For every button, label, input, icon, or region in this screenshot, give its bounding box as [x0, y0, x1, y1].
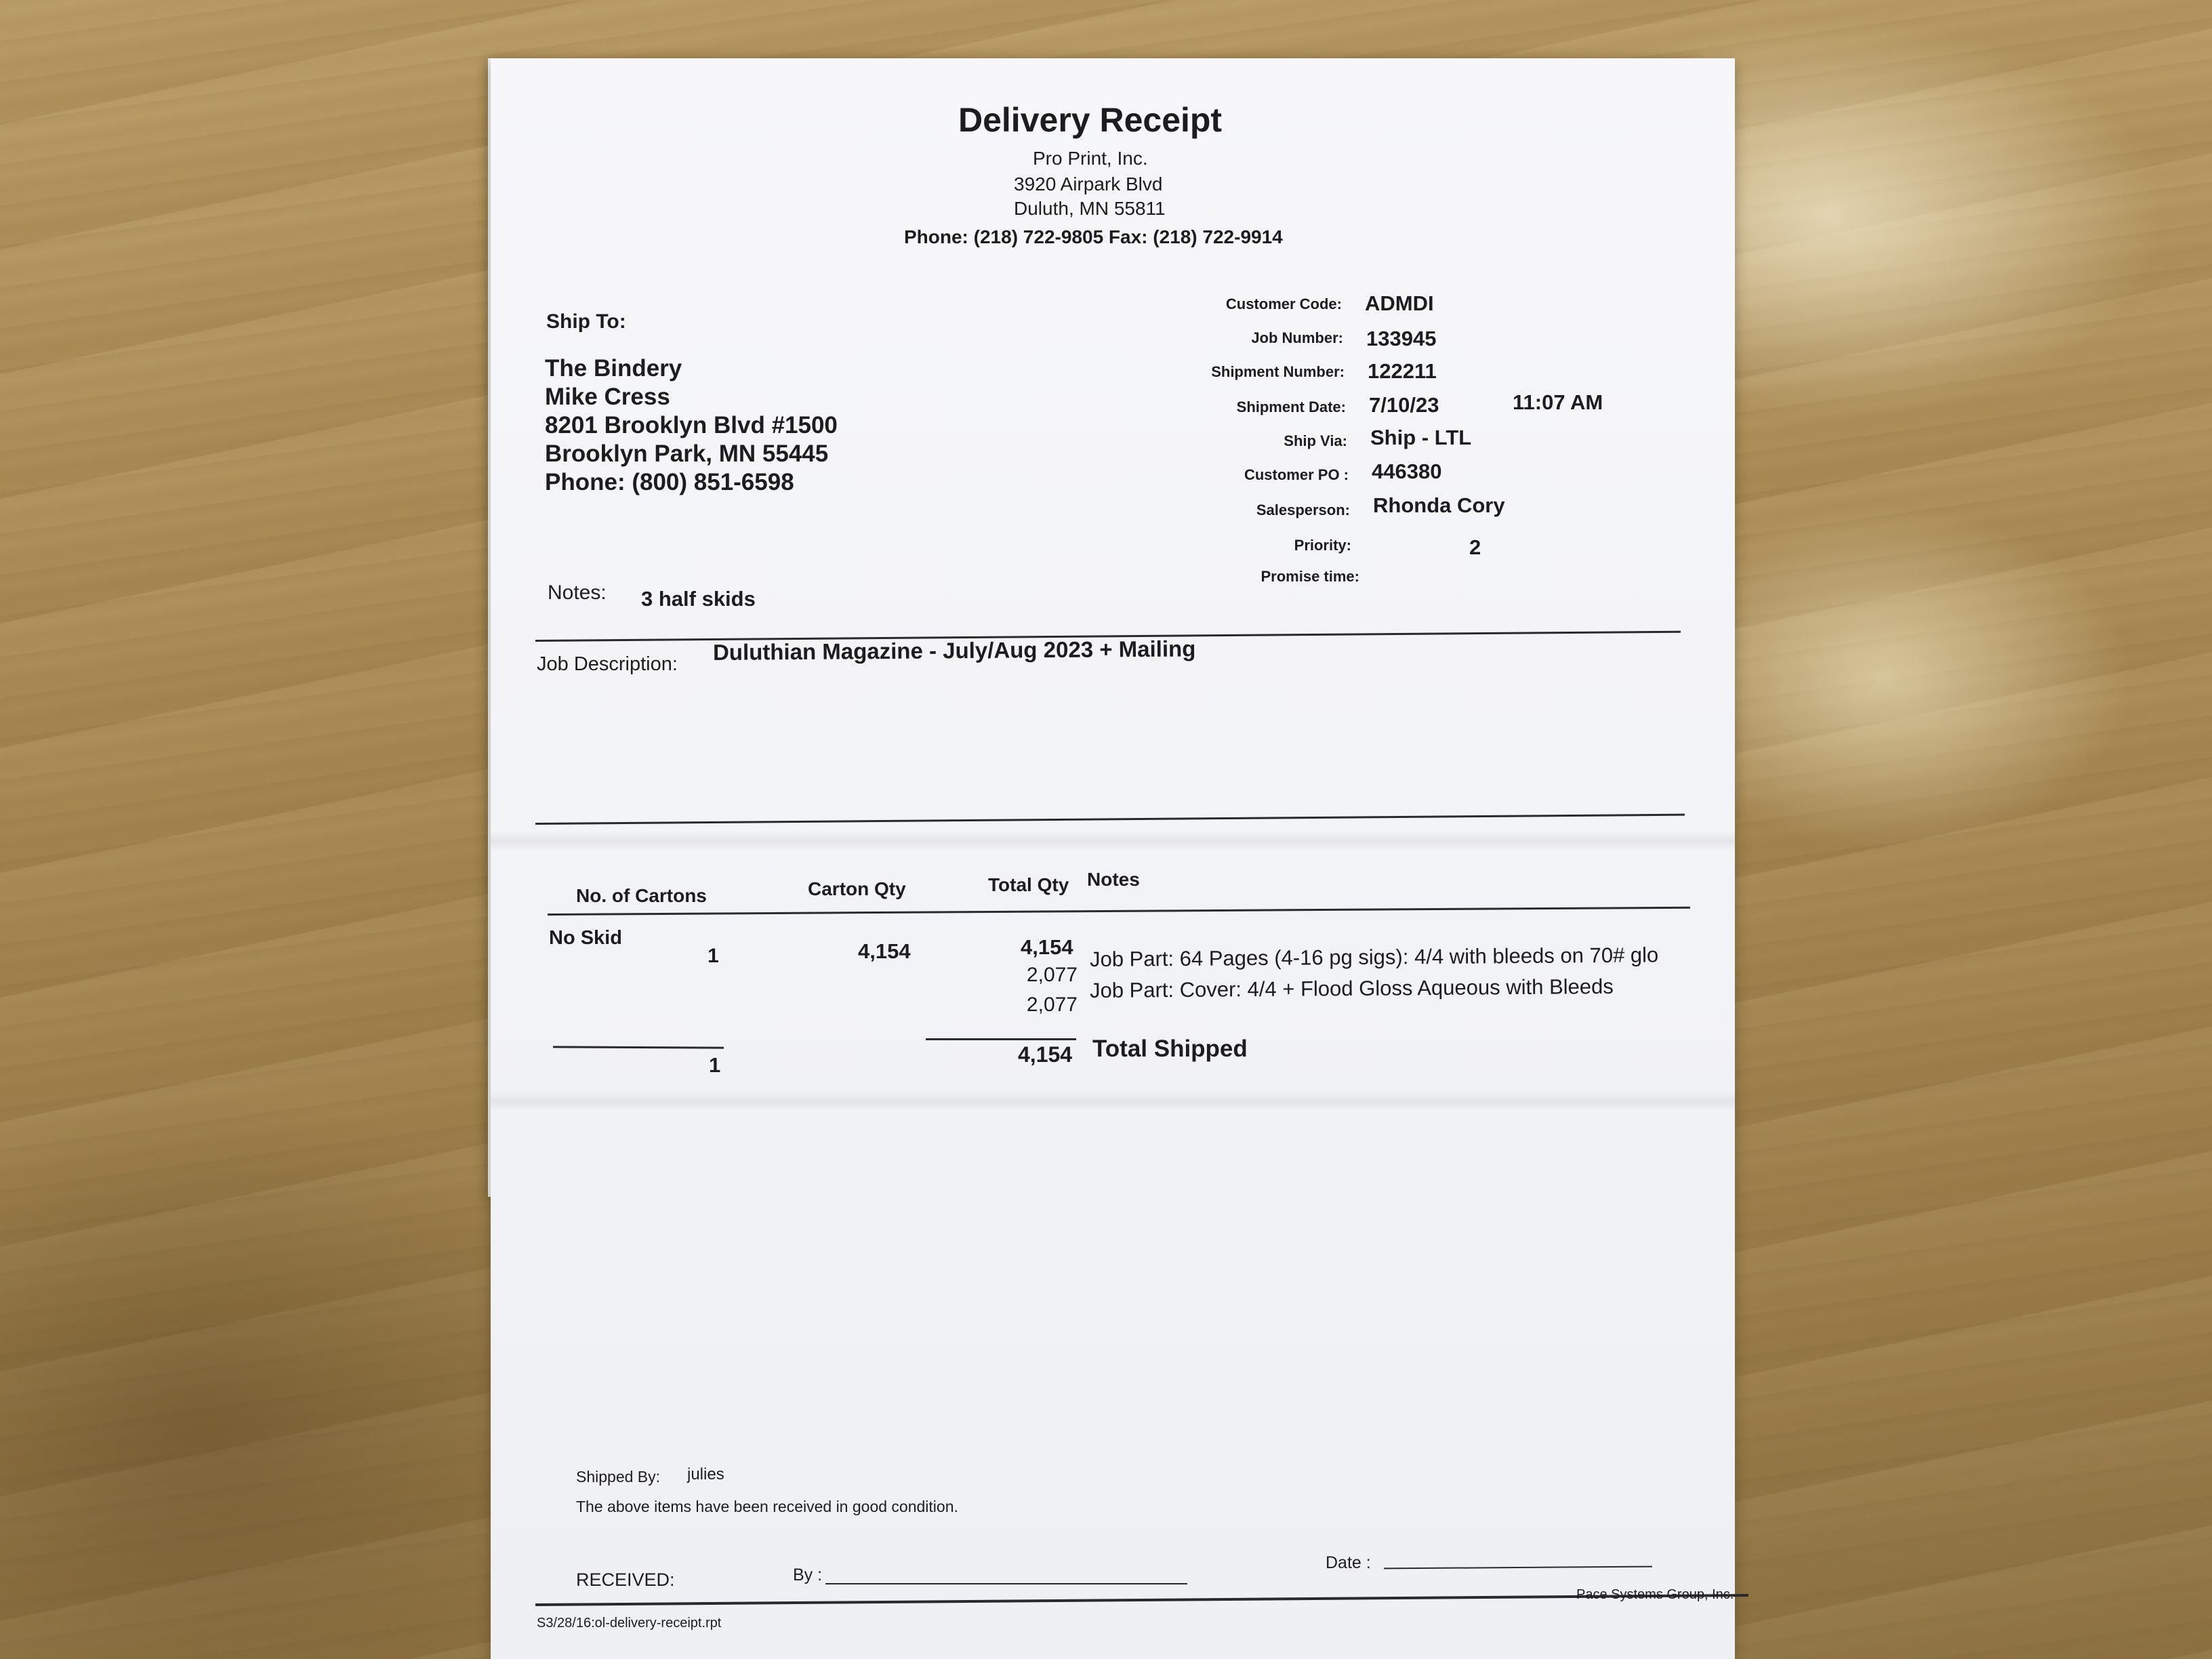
received-label: RECEIVED:	[576, 1570, 675, 1590]
job-part-qty: 2,077	[1026, 994, 1078, 1016]
ship-to-street: 8201 Brooklyn Blvd #1500	[545, 412, 838, 438]
shipment-date-value: 7/10/23	[1369, 393, 1439, 417]
ship-via-label: Ship Via:	[1284, 432, 1347, 449]
column-header-carton-qty: Carton Qty	[808, 878, 906, 899]
vendor-name: Pace Systems Group, Inc.	[1576, 1587, 1734, 1602]
shipment-number-label: Shipment Number:	[1211, 363, 1345, 380]
shipment-time-value: 11:07 AM	[1513, 390, 1603, 414]
received-by-signature-line	[825, 1583, 1187, 1584]
summary-rule	[926, 1038, 1076, 1040]
paper-fold	[491, 1091, 1735, 1111]
shipped-by-label: Shipped By:	[576, 1468, 661, 1486]
priority-value: 2	[1469, 535, 1481, 559]
priority-label: Priority:	[1294, 537, 1351, 554]
ship-via-value: Ship - LTL	[1370, 426, 1472, 449]
column-header-total-qty: Total Qty	[988, 874, 1069, 895]
paper-fold	[491, 831, 1735, 851]
ship-to-label: Ship To:	[546, 310, 626, 333]
job-description-value: Duluthian Magazine - July/Aug 2023 + Mailing	[712, 636, 1196, 665]
customer-po-label: Customer PO :	[1244, 466, 1349, 483]
ship-to-contact: Mike Cress	[545, 384, 670, 410]
carton-count: 1	[708, 945, 719, 967]
shipment-date-label: Shipment Date:	[1236, 398, 1346, 415]
company-address-line2: Duluth, MN 55811	[1014, 198, 1166, 219]
job-number-label: Job Number:	[1251, 329, 1343, 346]
ship-to-phone: Phone: (800) 851-6598	[545, 469, 794, 495]
total-qty: 4,154	[1021, 935, 1073, 959]
carton-qty: 4,154	[858, 939, 911, 963]
document-title: Delivery Receipt	[958, 101, 1223, 139]
job-part-qty: 2,077	[1026, 964, 1078, 986]
total-cartons: 1	[709, 1053, 721, 1077]
skid-label: No Skid	[549, 927, 622, 949]
salesperson-value: Rhonda Cory	[1373, 493, 1505, 517]
column-header-notes: Notes	[1087, 869, 1140, 890]
company-name: Pro Print, Inc.	[1033, 148, 1148, 169]
received-by-label: By :	[793, 1565, 823, 1584]
promise-time-label: Promise time:	[1261, 568, 1359, 585]
ship-to-name: The Bindery	[545, 355, 682, 382]
job-part-description: Job Part: Cover: 4/4 + Flood Gloss Aqueous with Bleeds	[1089, 974, 1614, 1002]
received-condition-note: The above items have been received in good condition.	[576, 1498, 958, 1515]
salesperson-label: Salesperson:	[1256, 501, 1350, 518]
customer-code-value: ADMDI	[1365, 291, 1434, 315]
company-address-line1: 3920 Airpark Blvd	[1014, 173, 1163, 194]
shipment-number-value: 122211	[1368, 359, 1437, 383]
report-id: S3/28/16:ol-delivery-receipt.rpt	[537, 1616, 722, 1631]
company-phone-fax: Phone: (218) 722-9805 Fax: (218) 722-9914	[904, 226, 1283, 247]
notes-label: Notes:	[548, 581, 607, 604]
notes-value: 3 half skids	[641, 587, 756, 611]
job-number-value: 133945	[1366, 327, 1437, 350]
total-shipped-label: Total Shipped	[1092, 1036, 1248, 1062]
total-shipped-qty: 4,154	[1018, 1042, 1073, 1067]
job-description-label: Job Description:	[537, 653, 678, 675]
column-header-cartons: No. of Cartons	[576, 885, 707, 906]
customer-code-label: Customer Code:	[1225, 295, 1342, 312]
ship-to-city: Brooklyn Park, MN 55445	[545, 441, 829, 467]
shipped-by-value: julies	[687, 1465, 724, 1483]
job-part-description: Job Part: 64 Pages (4-16 pg sigs): 4/4 with bleeds on 70# glo	[1089, 943, 1659, 971]
customer-po-value: 446380	[1372, 459, 1442, 483]
received-date-label: Date :	[1326, 1553, 1371, 1572]
